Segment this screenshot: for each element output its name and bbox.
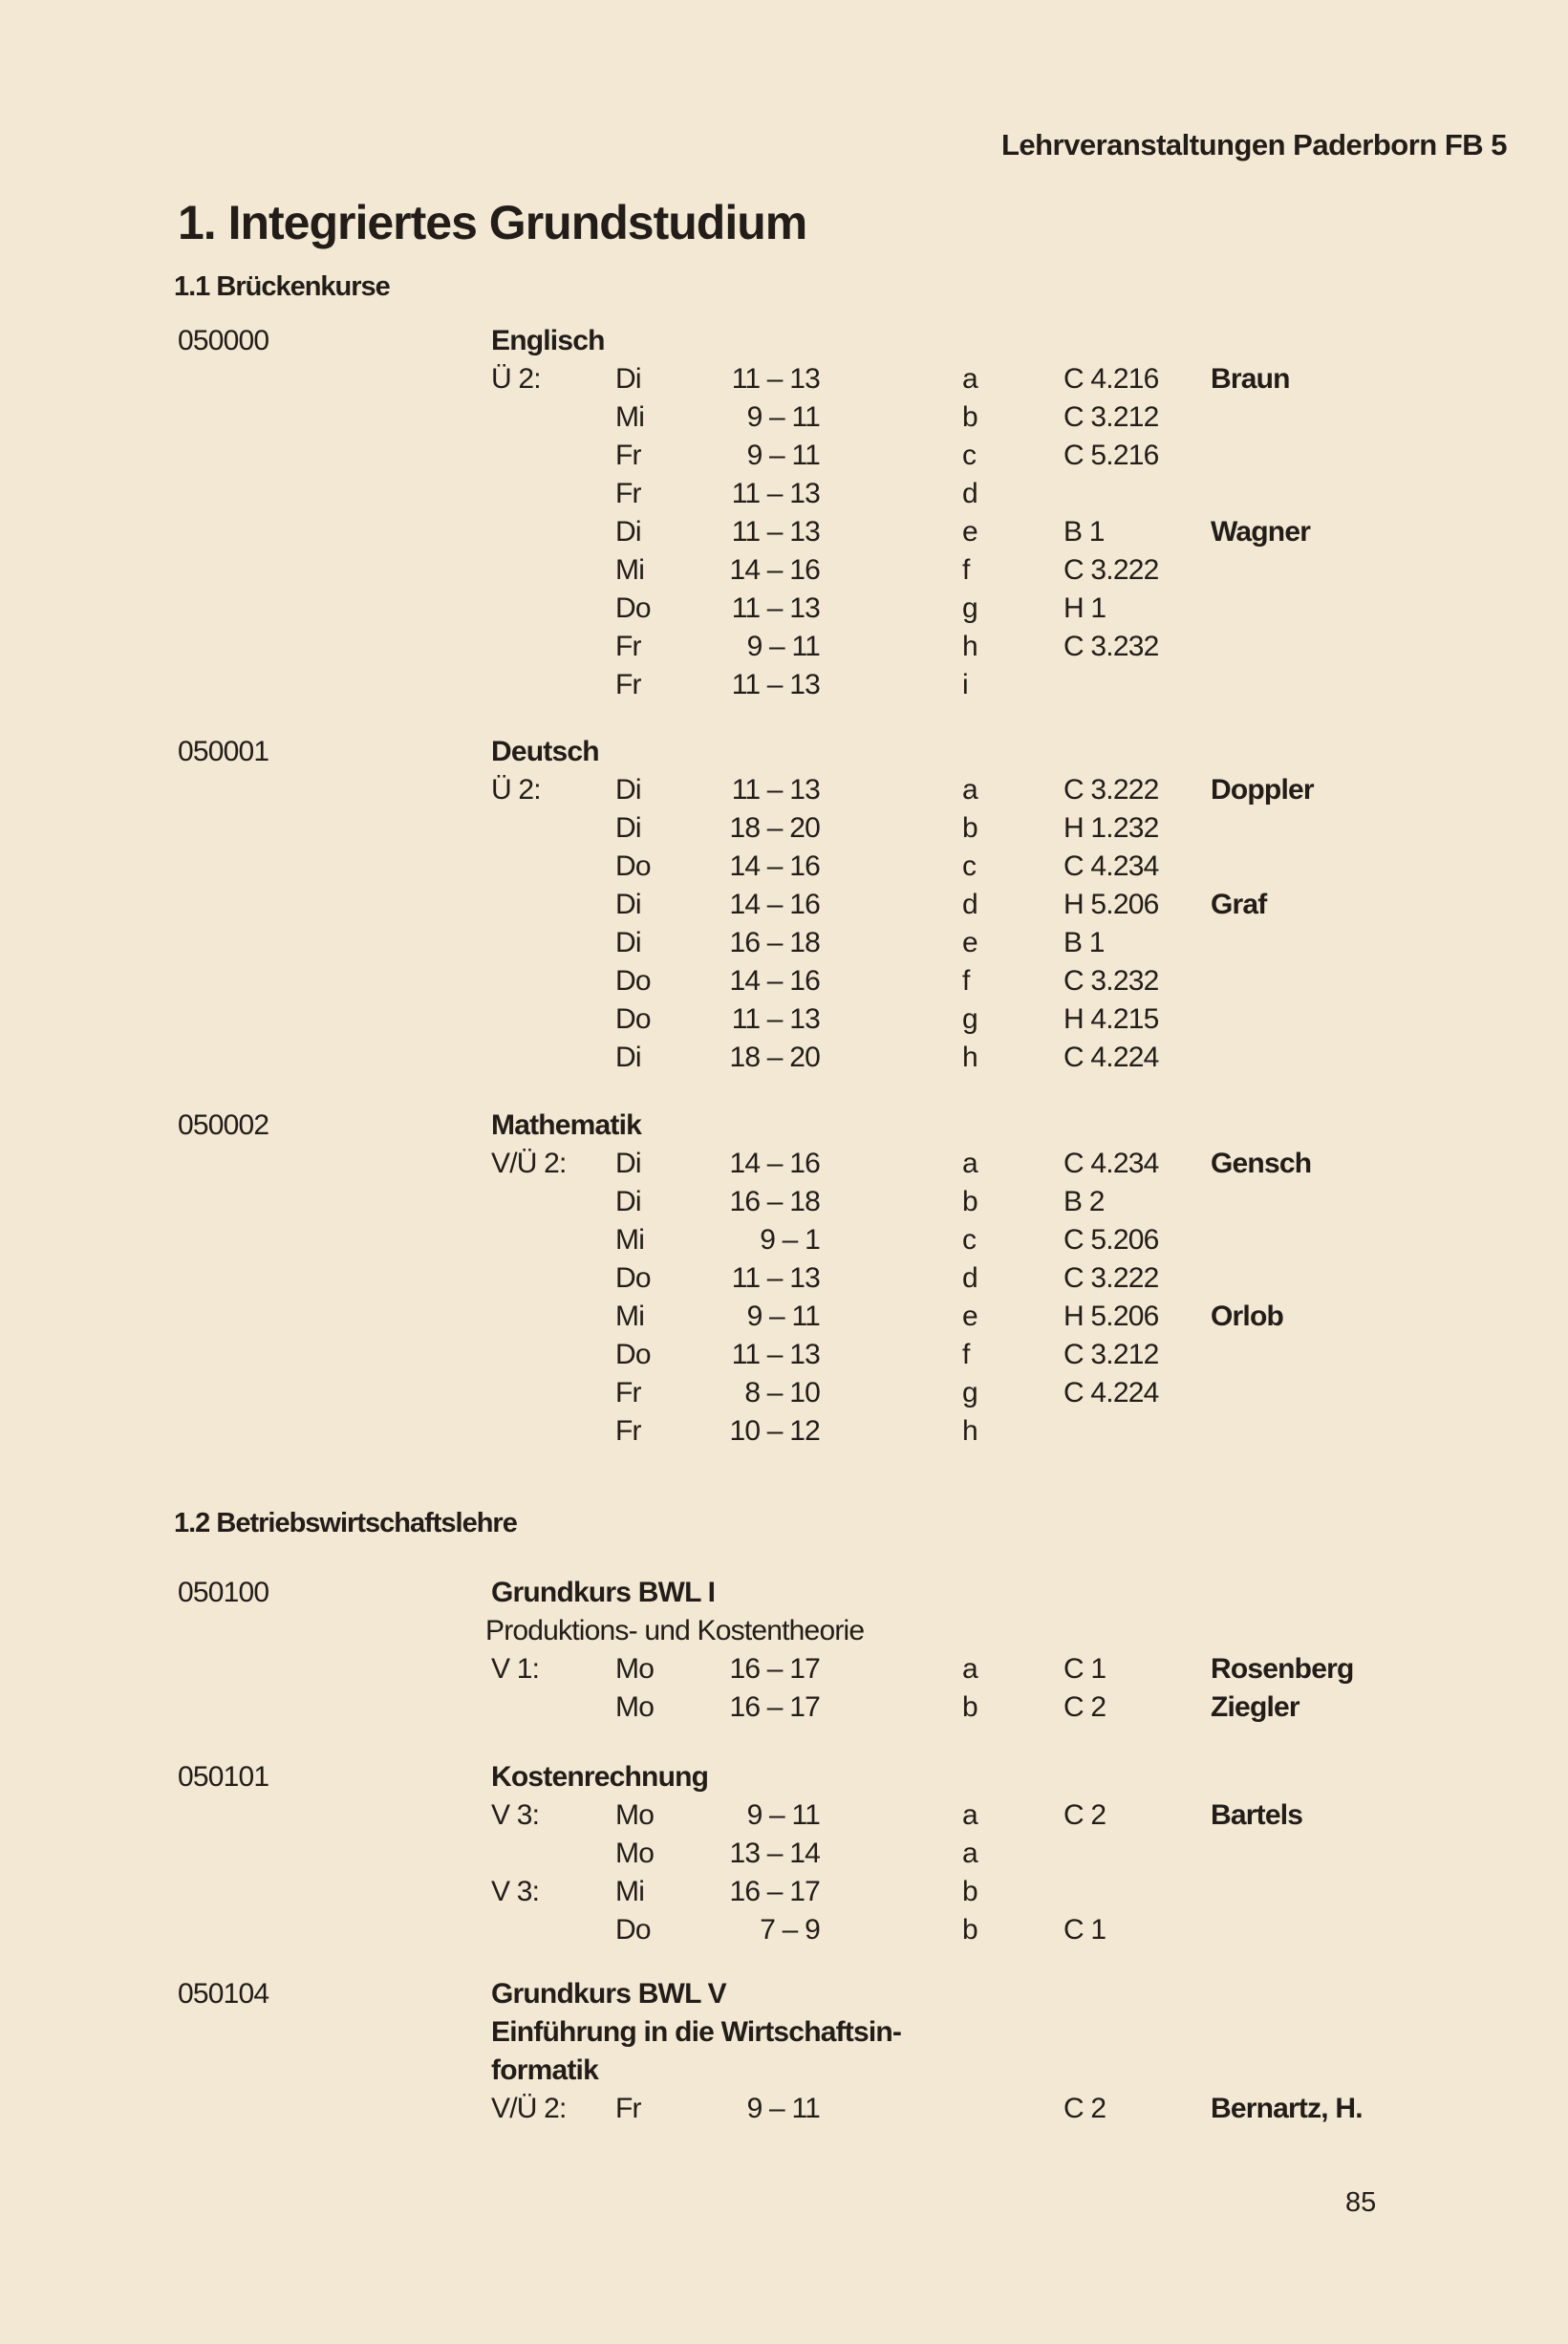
- page-number: 85: [1345, 2187, 1377, 2218]
- time-slot: 9 – 11: [746, 631, 820, 662]
- course-title: Mathematik: [491, 1109, 642, 1141]
- weekday: Di: [615, 516, 641, 548]
- time-slot: 11 – 13: [731, 516, 820, 548]
- weekday: Fr: [615, 1415, 641, 1447]
- course-type: V 3:: [491, 1876, 540, 1907]
- group-letter: a: [962, 1148, 977, 1179]
- schedule-row: [0, 1259, 1568, 1298]
- course-type: V/Ü 2:: [491, 2093, 567, 2124]
- time-slot: 11 – 13: [731, 1339, 820, 1370]
- weekday: Do: [615, 1003, 651, 1035]
- course-title: Einführung in die Wirtschaftsin-: [491, 2016, 902, 2048]
- group-letter: a: [962, 1799, 977, 1831]
- time-slot: 11 – 13: [731, 669, 820, 700]
- weekday: Di: [615, 812, 641, 844]
- schedule-row: [0, 628, 1568, 666]
- room: C 5.206: [1063, 1224, 1159, 1256]
- time-slot: 11 – 13: [731, 592, 820, 624]
- lecturer: Braun: [1211, 363, 1290, 395]
- schedule-row: [0, 1145, 1568, 1183]
- weekday: Mo: [615, 1691, 655, 1723]
- course-type: V/Ü 2:: [491, 1148, 567, 1179]
- course-title-line: [0, 2052, 1568, 2090]
- time-slot: 14 – 16: [729, 850, 820, 882]
- group-letter: e: [962, 516, 977, 548]
- group-letter: b: [962, 1186, 977, 1217]
- time-slot: 11 – 13: [731, 1003, 820, 1035]
- time-slot: 9 – 11: [746, 1301, 820, 1332]
- time-slot: 16 – 18: [729, 927, 820, 958]
- room: C 2: [1063, 1691, 1106, 1723]
- room: B 2: [1063, 1186, 1105, 1217]
- schedule-row: [0, 475, 1568, 513]
- weekday: Do: [615, 850, 651, 882]
- group-letter: a: [962, 1838, 977, 1869]
- schedule-row: [0, 1650, 1568, 1688]
- lecturer: Doppler: [1211, 774, 1314, 806]
- group-letter: d: [962, 1262, 977, 1294]
- lecturer: Orlob: [1211, 1301, 1283, 1332]
- schedule-row: [0, 1873, 1568, 1911]
- time-slot: 16 – 17: [729, 1876, 820, 1907]
- time-slot: 14 – 16: [729, 965, 820, 997]
- room: C 4.234: [1063, 1148, 1159, 1179]
- course-entry: [0, 1107, 1568, 1451]
- schedule-row: [0, 1336, 1568, 1374]
- schedule-row: [0, 1221, 1568, 1259]
- group-letter: f: [962, 1339, 970, 1370]
- schedule-row: [0, 360, 1568, 398]
- group-letter: c: [962, 850, 977, 882]
- weekday: Di: [615, 1148, 641, 1179]
- weekday: Fr: [615, 478, 641, 509]
- course-title-line: [0, 2013, 1568, 2052]
- course-number: 050000: [178, 325, 269, 356]
- weekday: Mo: [615, 1653, 655, 1685]
- schedule-row: [0, 1183, 1568, 1221]
- weekday: Do: [615, 1262, 651, 1294]
- weekday: Mi: [615, 1224, 645, 1256]
- course-type: Ü 2:: [491, 363, 541, 395]
- schedule-row: [0, 809, 1568, 848]
- group-letter: e: [962, 1301, 977, 1332]
- group-letter: i: [962, 669, 968, 700]
- course-title-line: [0, 1107, 1568, 1145]
- time-slot: 16 – 18: [729, 1186, 820, 1217]
- room: H 1: [1063, 592, 1106, 624]
- weekday: Fr: [615, 440, 641, 471]
- room: C 3.212: [1063, 401, 1159, 433]
- course-type: Ü 2:: [491, 774, 541, 806]
- time-slot: 9 – 11: [746, 401, 820, 433]
- time-slot: 11 – 13: [731, 774, 820, 806]
- weekday: Mi: [615, 1301, 645, 1332]
- time-slot: 16 – 17: [729, 1691, 820, 1723]
- time-slot: 9 – 1: [760, 1224, 820, 1256]
- weekday: Do: [615, 1339, 651, 1370]
- group-letter: b: [962, 1914, 977, 1946]
- group-letter: g: [962, 592, 977, 624]
- course-entry: [0, 1758, 1568, 1949]
- section-heading: 1.2 Betriebswirtschaftslehre: [174, 1508, 517, 1538]
- room: C 3.222: [1063, 1262, 1159, 1294]
- lecturer: Bartels: [1211, 1799, 1303, 1831]
- room: C 1: [1063, 1914, 1106, 1946]
- weekday: Do: [615, 965, 651, 997]
- room: C 4.234: [1063, 850, 1159, 882]
- group-letter: h: [962, 1415, 977, 1447]
- course-title: Grundkurs BWL I: [491, 1577, 716, 1608]
- schedule-row: [0, 1835, 1568, 1873]
- running-header: Lehrveranstaltungen Paderborn FB 5: [1000, 128, 1507, 161]
- weekday: Fr: [615, 631, 641, 662]
- time-slot: 16 – 17: [729, 1653, 820, 1685]
- schedule-row: [0, 1298, 1568, 1336]
- course-entry: [0, 1574, 1568, 1727]
- schedule-row: [0, 437, 1568, 475]
- group-letter: b: [962, 401, 977, 433]
- lecturer: Ziegler: [1211, 1691, 1300, 1723]
- weekday: Di: [615, 1042, 641, 1073]
- time-slot: 11 – 13: [731, 478, 820, 509]
- schedule-row: [0, 1412, 1568, 1451]
- schedule-row: [0, 1039, 1568, 1077]
- course-subtitle-line: [0, 1612, 1568, 1650]
- schedule-row: [0, 551, 1568, 590]
- weekday: Mi: [615, 401, 645, 433]
- group-letter: b: [962, 812, 977, 844]
- group-letter: h: [962, 1042, 977, 1073]
- room: C 4.224: [1063, 1042, 1159, 1073]
- schedule-row: [0, 1000, 1568, 1039]
- weekday: Di: [615, 1186, 641, 1217]
- schedule-row: [0, 513, 1568, 551]
- course-number: 050002: [178, 1109, 269, 1141]
- room: C 3.222: [1063, 554, 1159, 586]
- schedule-row: [0, 2090, 1568, 2128]
- weekday: Di: [615, 363, 641, 395]
- course-entry: [0, 1975, 1568, 2128]
- schedule-row: [0, 848, 1568, 886]
- course-number: 050101: [178, 1761, 269, 1793]
- group-letter: c: [962, 1224, 977, 1256]
- group-letter: b: [962, 1691, 977, 1723]
- course-entry: [0, 322, 1568, 704]
- course-title: Englisch: [491, 325, 605, 356]
- time-slot: 8 – 10: [744, 1377, 820, 1409]
- group-letter: c: [962, 440, 977, 471]
- weekday: Di: [615, 774, 641, 806]
- time-slot: 9 – 11: [746, 1799, 820, 1831]
- group-letter: h: [962, 631, 977, 662]
- group-letter: a: [962, 1653, 977, 1685]
- group-letter: g: [962, 1003, 977, 1035]
- schedule-row: [0, 1796, 1568, 1835]
- course-type: V 3:: [491, 1799, 540, 1831]
- time-slot: 14 – 16: [729, 554, 820, 586]
- course-title: Grundkurs BWL V: [491, 1978, 726, 2010]
- schedule-row: [0, 1374, 1568, 1412]
- room: B 1: [1063, 516, 1105, 548]
- chapter-title: 1. Integriertes Grundstudium: [178, 196, 807, 249]
- course-number: 050100: [178, 1577, 269, 1608]
- course-title: formatik: [491, 2054, 598, 2086]
- schedule-row: [0, 590, 1568, 628]
- lecturer: Rosenberg: [1211, 1653, 1354, 1685]
- course-title-line: [0, 1574, 1568, 1612]
- weekday: Fr: [615, 1377, 641, 1409]
- room: C 2: [1063, 2093, 1106, 2124]
- room: H 5.206: [1063, 1301, 1159, 1332]
- group-letter: e: [962, 927, 977, 958]
- room: C 5.216: [1063, 440, 1159, 471]
- room: C 3.212: [1063, 1339, 1159, 1370]
- time-slot: 7 – 9: [760, 1914, 820, 1946]
- time-slot: 18 – 20: [729, 812, 820, 844]
- group-letter: g: [962, 1377, 977, 1409]
- group-letter: d: [962, 889, 977, 920]
- time-slot: 14 – 16: [729, 889, 820, 920]
- schedule-row: [0, 962, 1568, 1000]
- time-slot: 11 – 13: [731, 363, 820, 395]
- lecturer: Wagner: [1211, 516, 1311, 548]
- time-slot: 9 – 11: [746, 440, 820, 471]
- course-number: 050104: [178, 1978, 269, 2010]
- course-subtitle: Produktions- und Kostentheorie: [485, 1615, 865, 1646]
- course-title-line: [0, 1758, 1568, 1796]
- room: H 5.206: [1063, 889, 1159, 920]
- group-letter: d: [962, 478, 977, 509]
- group-letter: a: [962, 774, 977, 806]
- course-title-line: [0, 322, 1568, 360]
- room: B 1: [1063, 927, 1105, 958]
- lecturer: Bernartz, H.: [1211, 2093, 1363, 2124]
- section-heading: 1.1 Brückenkurse: [174, 271, 390, 302]
- time-slot: 13 – 14: [729, 1838, 820, 1869]
- weekday: Di: [615, 927, 641, 958]
- weekday: Do: [615, 592, 651, 624]
- group-letter: a: [962, 363, 977, 395]
- schedule-row: [0, 666, 1568, 704]
- weekday: Do: [615, 1914, 651, 1946]
- schedule-row: [0, 398, 1568, 437]
- group-letter: f: [962, 554, 970, 586]
- room: C 3.232: [1063, 631, 1159, 662]
- lecturer: Graf: [1211, 889, 1267, 920]
- room: C 3.222: [1063, 774, 1159, 806]
- room: H 4.215: [1063, 1003, 1159, 1035]
- time-slot: 11 – 13: [731, 1262, 820, 1294]
- group-letter: f: [962, 965, 970, 997]
- schedule-row: [0, 1911, 1568, 1949]
- group-letter: b: [962, 1876, 977, 1907]
- room: C 4.216: [1063, 363, 1159, 395]
- weekday: Mi: [615, 1876, 645, 1907]
- weekday: Mi: [615, 554, 645, 586]
- time-slot: 18 – 20: [729, 1042, 820, 1073]
- schedule-row: [0, 886, 1568, 924]
- course-title-line: [0, 733, 1568, 771]
- room: C 1: [1063, 1653, 1106, 1685]
- course-title: Kostenrechnung: [491, 1761, 709, 1793]
- lecturer: Gensch: [1211, 1148, 1312, 1179]
- schedule-row: [0, 924, 1568, 962]
- course-number: 050001: [178, 736, 269, 767]
- time-slot: 10 – 12: [729, 1415, 820, 1447]
- room: C 2: [1063, 1799, 1106, 1831]
- weekday: Mo: [615, 1799, 655, 1831]
- schedule-row: [0, 1688, 1568, 1727]
- room: C 3.232: [1063, 965, 1159, 997]
- room: H 1.232: [1063, 812, 1159, 844]
- course-entry: [0, 733, 1568, 1077]
- course-title: Deutsch: [491, 736, 599, 767]
- schedule-row: [0, 771, 1568, 809]
- weekday: Di: [615, 889, 641, 920]
- weekday: Fr: [615, 2093, 641, 2124]
- weekday: Mo: [615, 1838, 655, 1869]
- room: C 4.224: [1063, 1377, 1159, 1409]
- weekday: Fr: [615, 669, 641, 700]
- course-title-line: [0, 1975, 1568, 2013]
- time-slot: 9 – 11: [746, 2093, 820, 2124]
- time-slot: 14 – 16: [729, 1148, 820, 1179]
- course-type: V 1:: [491, 1653, 540, 1685]
